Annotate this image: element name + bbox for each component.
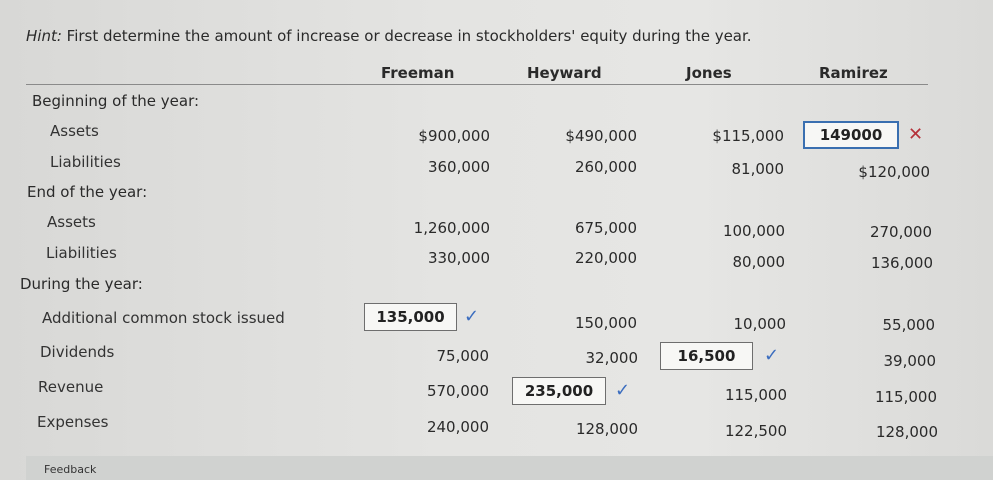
- column-header-ramirez: Ramirez: [819, 64, 888, 82]
- cell-end-liabilities-heyward: 220,000: [574, 249, 637, 267]
- correct-check-icon: ✓: [464, 306, 480, 327]
- hint-label: Hint:: [26, 27, 62, 45]
- cell-end-assets-ramirez: 270,000: [869, 223, 932, 241]
- cell-dividends-ramirez: 39,000: [883, 352, 936, 370]
- section-beginning: Beginning of the year:: [32, 92, 200, 110]
- answer-input-heyward-revenue[interactable]: [512, 377, 606, 405]
- row-label-expenses: Expenses: [37, 413, 109, 431]
- cell-dividends-heyward: 32,000: [585, 349, 638, 367]
- cell-expenses-freeman: 240,000: [426, 418, 489, 436]
- cell-expenses-jones: 122,500: [724, 422, 787, 440]
- answer-input-freeman-stock-issued[interactable]: [364, 303, 457, 331]
- cell-begin-liabilities-jones: 81,000: [731, 160, 784, 178]
- answer-value: 135,000: [376, 308, 445, 326]
- cell-end-liabilities-jones: 80,000: [732, 253, 785, 271]
- cell-revenue-jones: 115,000: [724, 386, 787, 404]
- row-label-end-assets: Assets: [47, 213, 96, 231]
- row-label-dividends: Dividends: [40, 343, 115, 361]
- section-end: End of the year:: [27, 183, 148, 201]
- cell-end-liabilities-freeman: 330,000: [427, 249, 490, 267]
- header-divider: [26, 84, 928, 85]
- cell-begin-liabilities-heyward: 260,000: [574, 158, 637, 176]
- cell-end-assets-jones: 100,000: [722, 222, 785, 240]
- feedback-label[interactable]: Feedback: [44, 463, 97, 476]
- cell-begin-assets-freeman: $900,000: [418, 127, 490, 145]
- cell-stock-issued-ramirez: 55,000: [882, 316, 935, 334]
- cell-end-liabilities-ramirez: 136,000: [870, 254, 933, 272]
- column-header-freeman: Freeman: [381, 64, 455, 82]
- cell-expenses-heyward: 128,000: [575, 420, 638, 438]
- hint-text: First determine the amount of increase or decrease in stockholders' equity during the year.: [66, 27, 752, 45]
- correct-check-icon: ✓: [764, 345, 780, 366]
- cell-stock-issued-jones: 10,000: [733, 315, 786, 333]
- answer-value: 235,000: [524, 382, 594, 400]
- cell-stock-issued-heyward: 150,000: [574, 314, 637, 332]
- cell-begin-assets-jones: $115,000: [712, 127, 784, 145]
- cell-end-assets-heyward: 675,000: [574, 219, 637, 237]
- cell-expenses-ramirez: 128,000: [875, 423, 938, 441]
- cell-revenue-ramirez: 115,000: [874, 388, 937, 406]
- hint-line: [26, 27, 752, 45]
- row-label-revenue: Revenue: [38, 378, 104, 396]
- row-label-stock-issued: Additional common stock issued: [42, 309, 285, 327]
- answer-value: 16,500: [677, 347, 736, 365]
- incorrect-x-icon: ✕: [908, 124, 924, 145]
- answer-input-jones-dividends[interactable]: [660, 342, 753, 370]
- answer-value: 149000: [819, 126, 883, 144]
- answer-input-ramirez-begin-assets[interactable]: [803, 121, 899, 149]
- feedback-bar[interactable]: [26, 456, 993, 480]
- cell-dividends-freeman: 75,000: [436, 347, 489, 365]
- cell-begin-liabilities-ramirez: $120,000: [858, 163, 930, 181]
- cell-revenue-freeman: 570,000: [426, 382, 489, 400]
- section-during: During the year:: [20, 275, 143, 293]
- correct-check-icon: ✓: [615, 380, 631, 401]
- row-label-end-liabilities: Liabilities: [46, 244, 117, 262]
- column-header-heyward: Heyward: [527, 64, 602, 82]
- cell-end-assets-freeman: 1,260,000: [413, 219, 490, 237]
- row-label-begin-liabilities: Liabilities: [50, 153, 121, 171]
- column-header-jones: Jones: [686, 64, 732, 82]
- row-label-begin-assets: Assets: [50, 122, 99, 140]
- cell-begin-assets-heyward: $490,000: [565, 127, 637, 145]
- cell-begin-liabilities-freeman: 360,000: [427, 158, 490, 176]
